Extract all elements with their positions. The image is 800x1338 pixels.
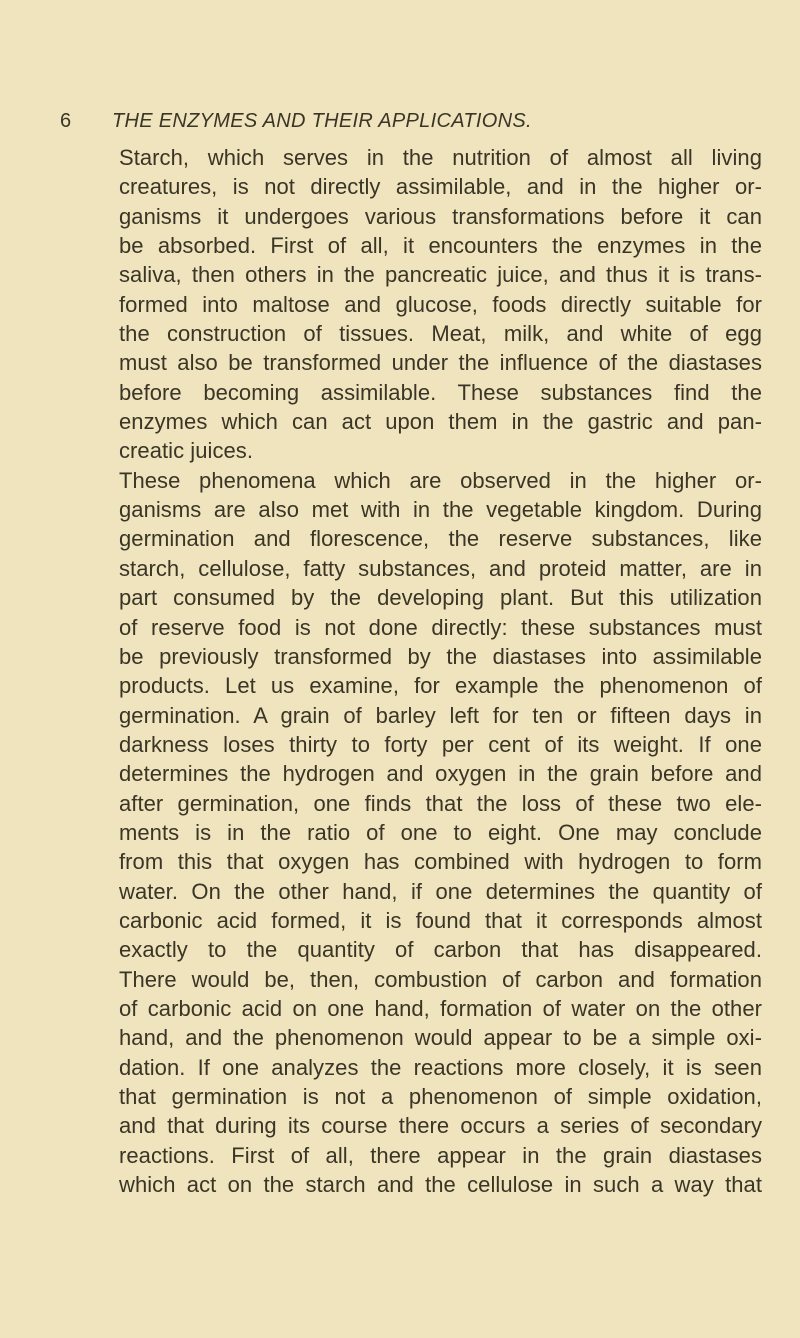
text-line: the construction of tissues. Meat, milk, and white of egg <box>119 321 762 347</box>
text-line: formed into maltose and glucose, foods directly suitable for <box>119 291 762 317</box>
text-line: dation. If one analyzes the reactions more closely, it is seen <box>119 1054 762 1080</box>
text-line: Starch, which serves in the nutrition of almost all living <box>119 145 762 170</box>
text-line: from this that oxygen has combined with hydrogen to form <box>119 849 762 875</box>
text-line: part consumed by the developing plant. But this utilization <box>119 585 762 611</box>
text-line: hand, and the phenomenon would appear to be a simple oxi- <box>119 1025 762 1051</box>
text-line: germination and florescence, the reserve substances, like <box>119 526 762 552</box>
text-line: There would be, then, combustion of carbon and formation <box>119 966 762 992</box>
text-line: must also be transformed under the influence of the diastases <box>119 350 762 376</box>
text-line: determines the hydrogen and oxygen in the grain before and <box>119 761 762 787</box>
text-line: exactly to the quantity of carbon that has disappeared. <box>119 937 762 963</box>
text-line: before becoming assimilable. These substances find the <box>119 379 762 405</box>
text-line: germination. A grain of barley left for ten or fifteen days in <box>119 702 762 728</box>
text-line: darkness loses thirty to forty per cent of its weight. If one <box>119 731 762 757</box>
text-line: saliva, then others in the pancreatic juice, and thus it is trans- <box>119 262 762 288</box>
text-line: of carbonic acid on one hand, formation of water on the other <box>119 995 762 1021</box>
text-line: and that during its course there occurs a series of secondary <box>119 1113 762 1139</box>
text-line: products. Let us examine, for example the phenomenon of <box>119 673 762 699</box>
text-line: which act on the starch and the cellulose in such a way that <box>119 1172 762 1198</box>
text-line: be previously transformed by the diastases into assimilable <box>119 643 762 669</box>
text-line: be absorbed. First of all, it encounters the enzymes in the <box>119 233 762 259</box>
text-line: reactions. First of all, there appear in the grain diastases <box>119 1142 762 1168</box>
text-line: of reserve food is not done directly: these substances must <box>119 614 762 640</box>
text-line: creatic juices. <box>119 438 254 464</box>
page-number: 6 <box>60 110 72 132</box>
text-line: carbonic acid formed, it is found that it corresponds almost <box>119 907 762 933</box>
text-line: creatures, is not directly assimilable, and in the higher or- <box>119 174 762 200</box>
text-line: enzymes which can act upon them in the gastric and pan- <box>119 409 762 435</box>
text-line: These phenomena which are observed in the higher or- <box>119 467 762 493</box>
running-header <box>60 104 760 138</box>
text-line: that germination is not a phenomenon of simple oxidation, <box>119 1084 762 1109</box>
text-line: after germination, one finds that the loss of these two ele- <box>119 790 762 816</box>
text-line: ganisms are also met with in the vegetable kingdom. During <box>119 497 762 523</box>
text-line: starch, cellulose, fatty substances, and proteid matter, are in <box>119 555 762 581</box>
text-line: ganisms it undergoes various transformations before it can <box>119 203 762 229</box>
text-line: water. On the other hand, if one determines the quantity of <box>119 878 762 904</box>
body-text <box>119 143 762 1199</box>
running-title: THE ENZYMES AND THEIR APPLICATIONS. <box>112 110 532 132</box>
text-line: ments is in the ratio of one to eight. One may conclude <box>119 819 762 845</box>
